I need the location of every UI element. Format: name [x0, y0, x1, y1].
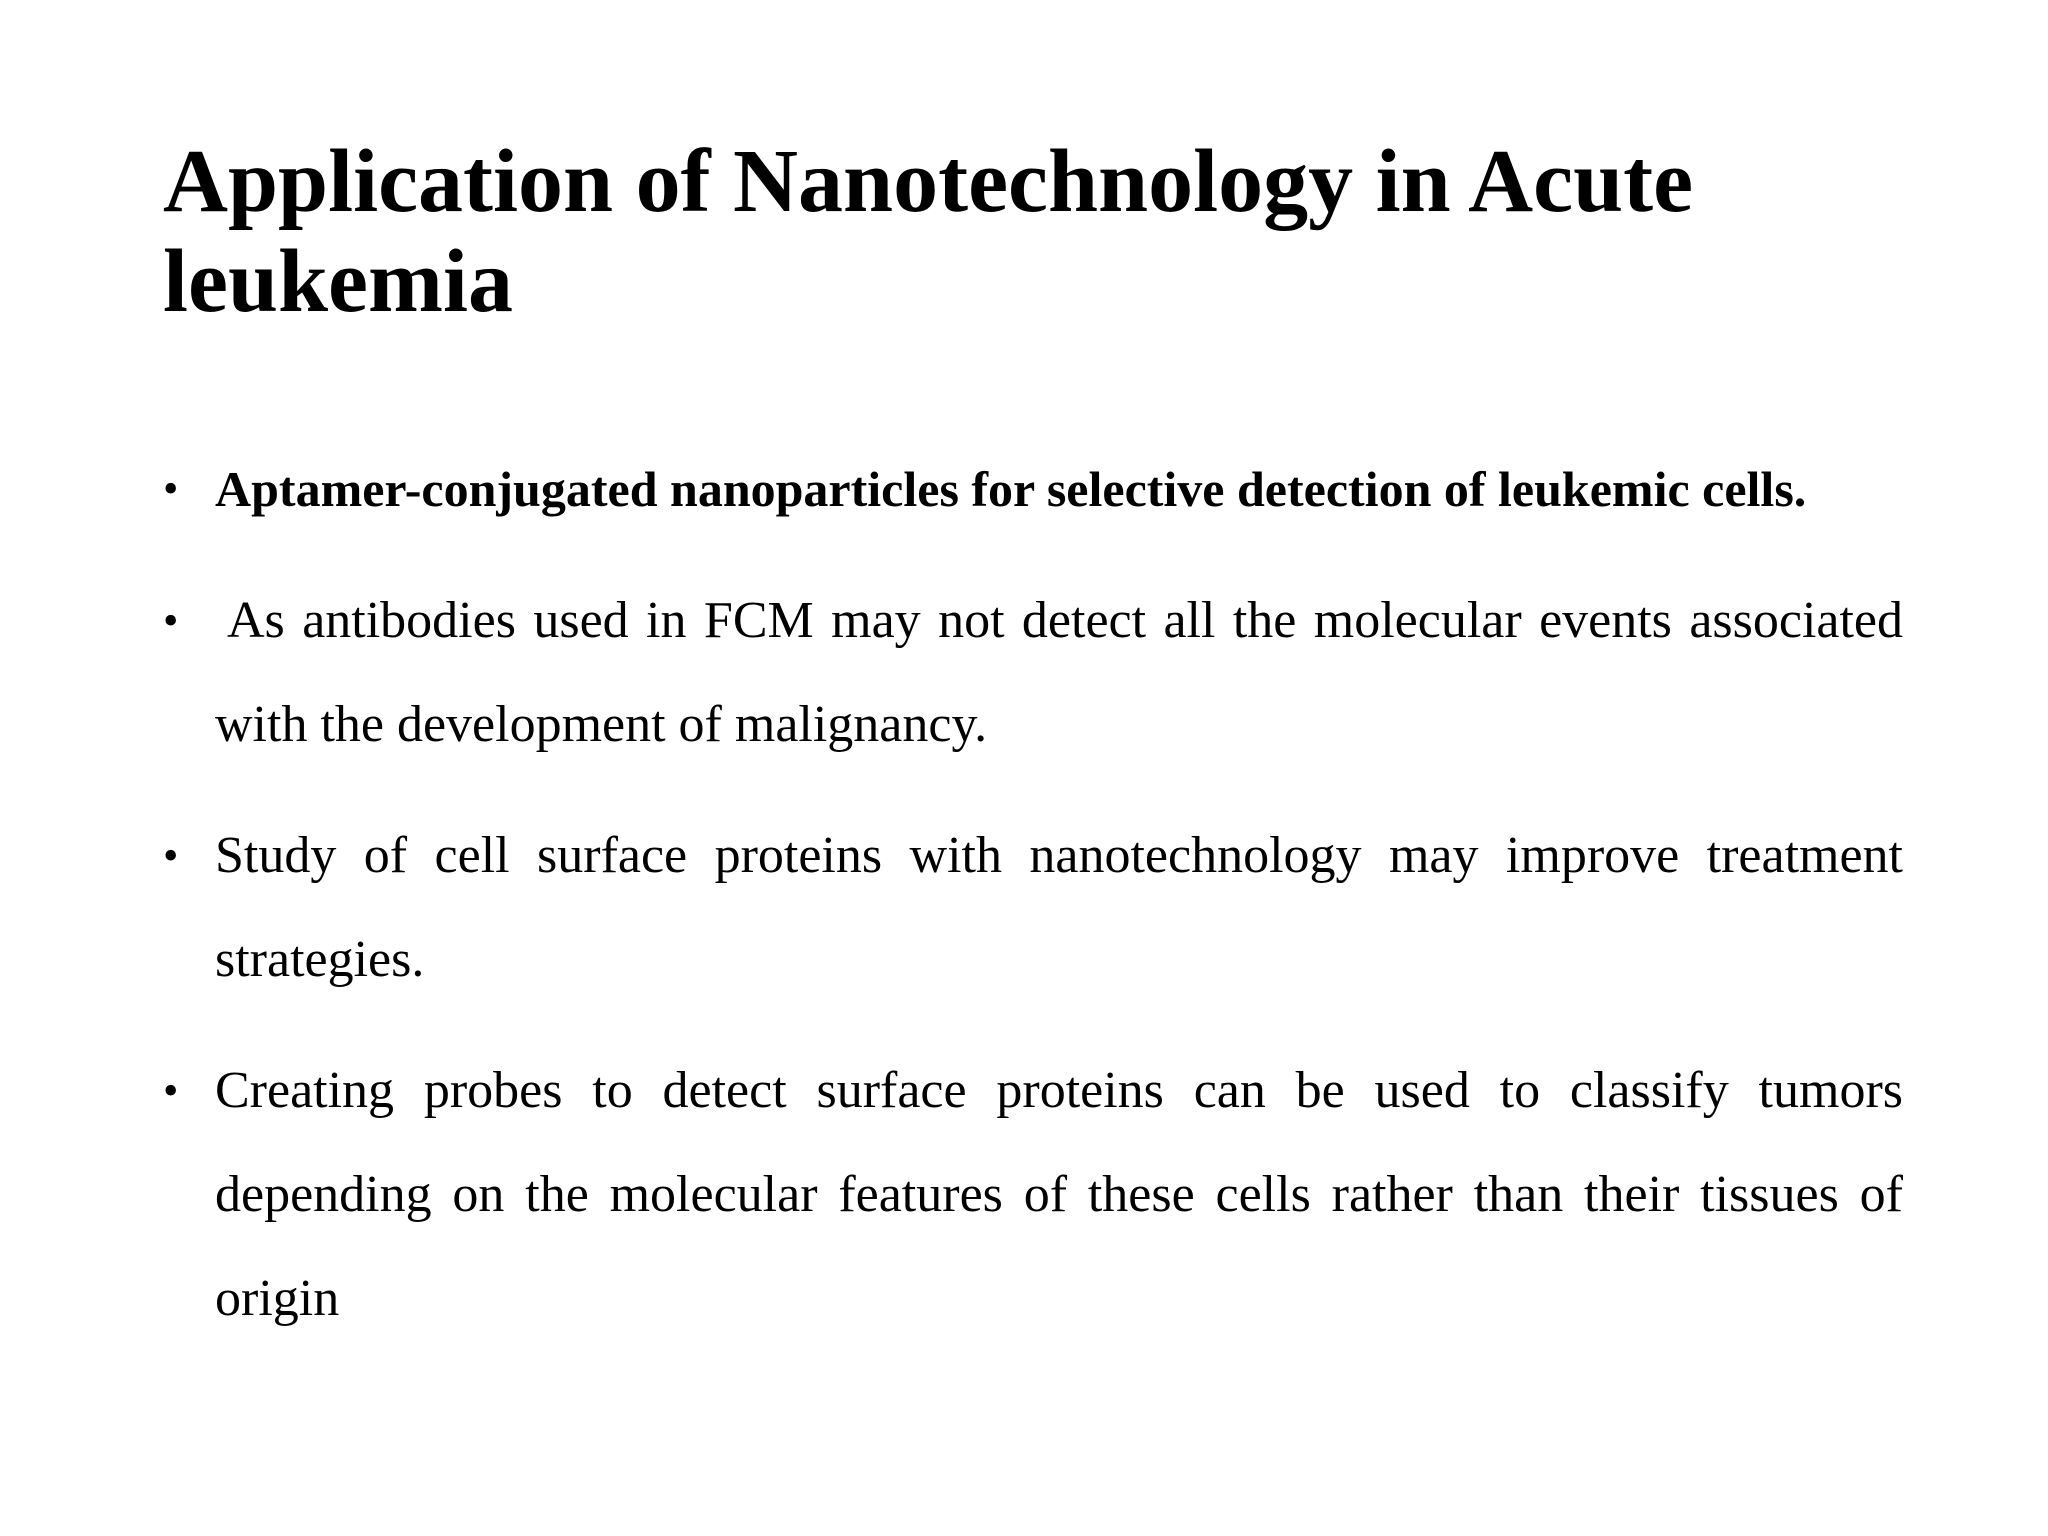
bullet-item	[163, 569, 1903, 777]
bullet-text: As antibodies used in FCM may not detect all the molecular events associated with the development of malignancy.	[215, 592, 1903, 753]
bullet-text: Study of cell surface proteins with nanotechnology may improve treatment strategies.	[215, 827, 1903, 988]
bullet-text: Creating probes to detect surface proteins can be used to classify tumors depending on the molecular features of these cells rather than their tissues of origin	[215, 1062, 1903, 1327]
bullet-icon: •	[163, 831, 179, 880]
bullet-text: Aptamer-conjugated nanoparticles for selective detection of leukemic cells.	[215, 461, 1807, 517]
bullet-item	[163, 437, 1903, 542]
slide-title: Application of Nanotechnology in Acute leukemia	[163, 132, 1694, 331]
bullet-list	[163, 437, 1903, 1378]
bullet-icon: •	[163, 596, 179, 645]
bullet-icon: •	[163, 464, 179, 513]
bullet-icon: •	[163, 1066, 179, 1115]
bullet-item	[163, 804, 1903, 1012]
bullet-item	[163, 1039, 1903, 1351]
